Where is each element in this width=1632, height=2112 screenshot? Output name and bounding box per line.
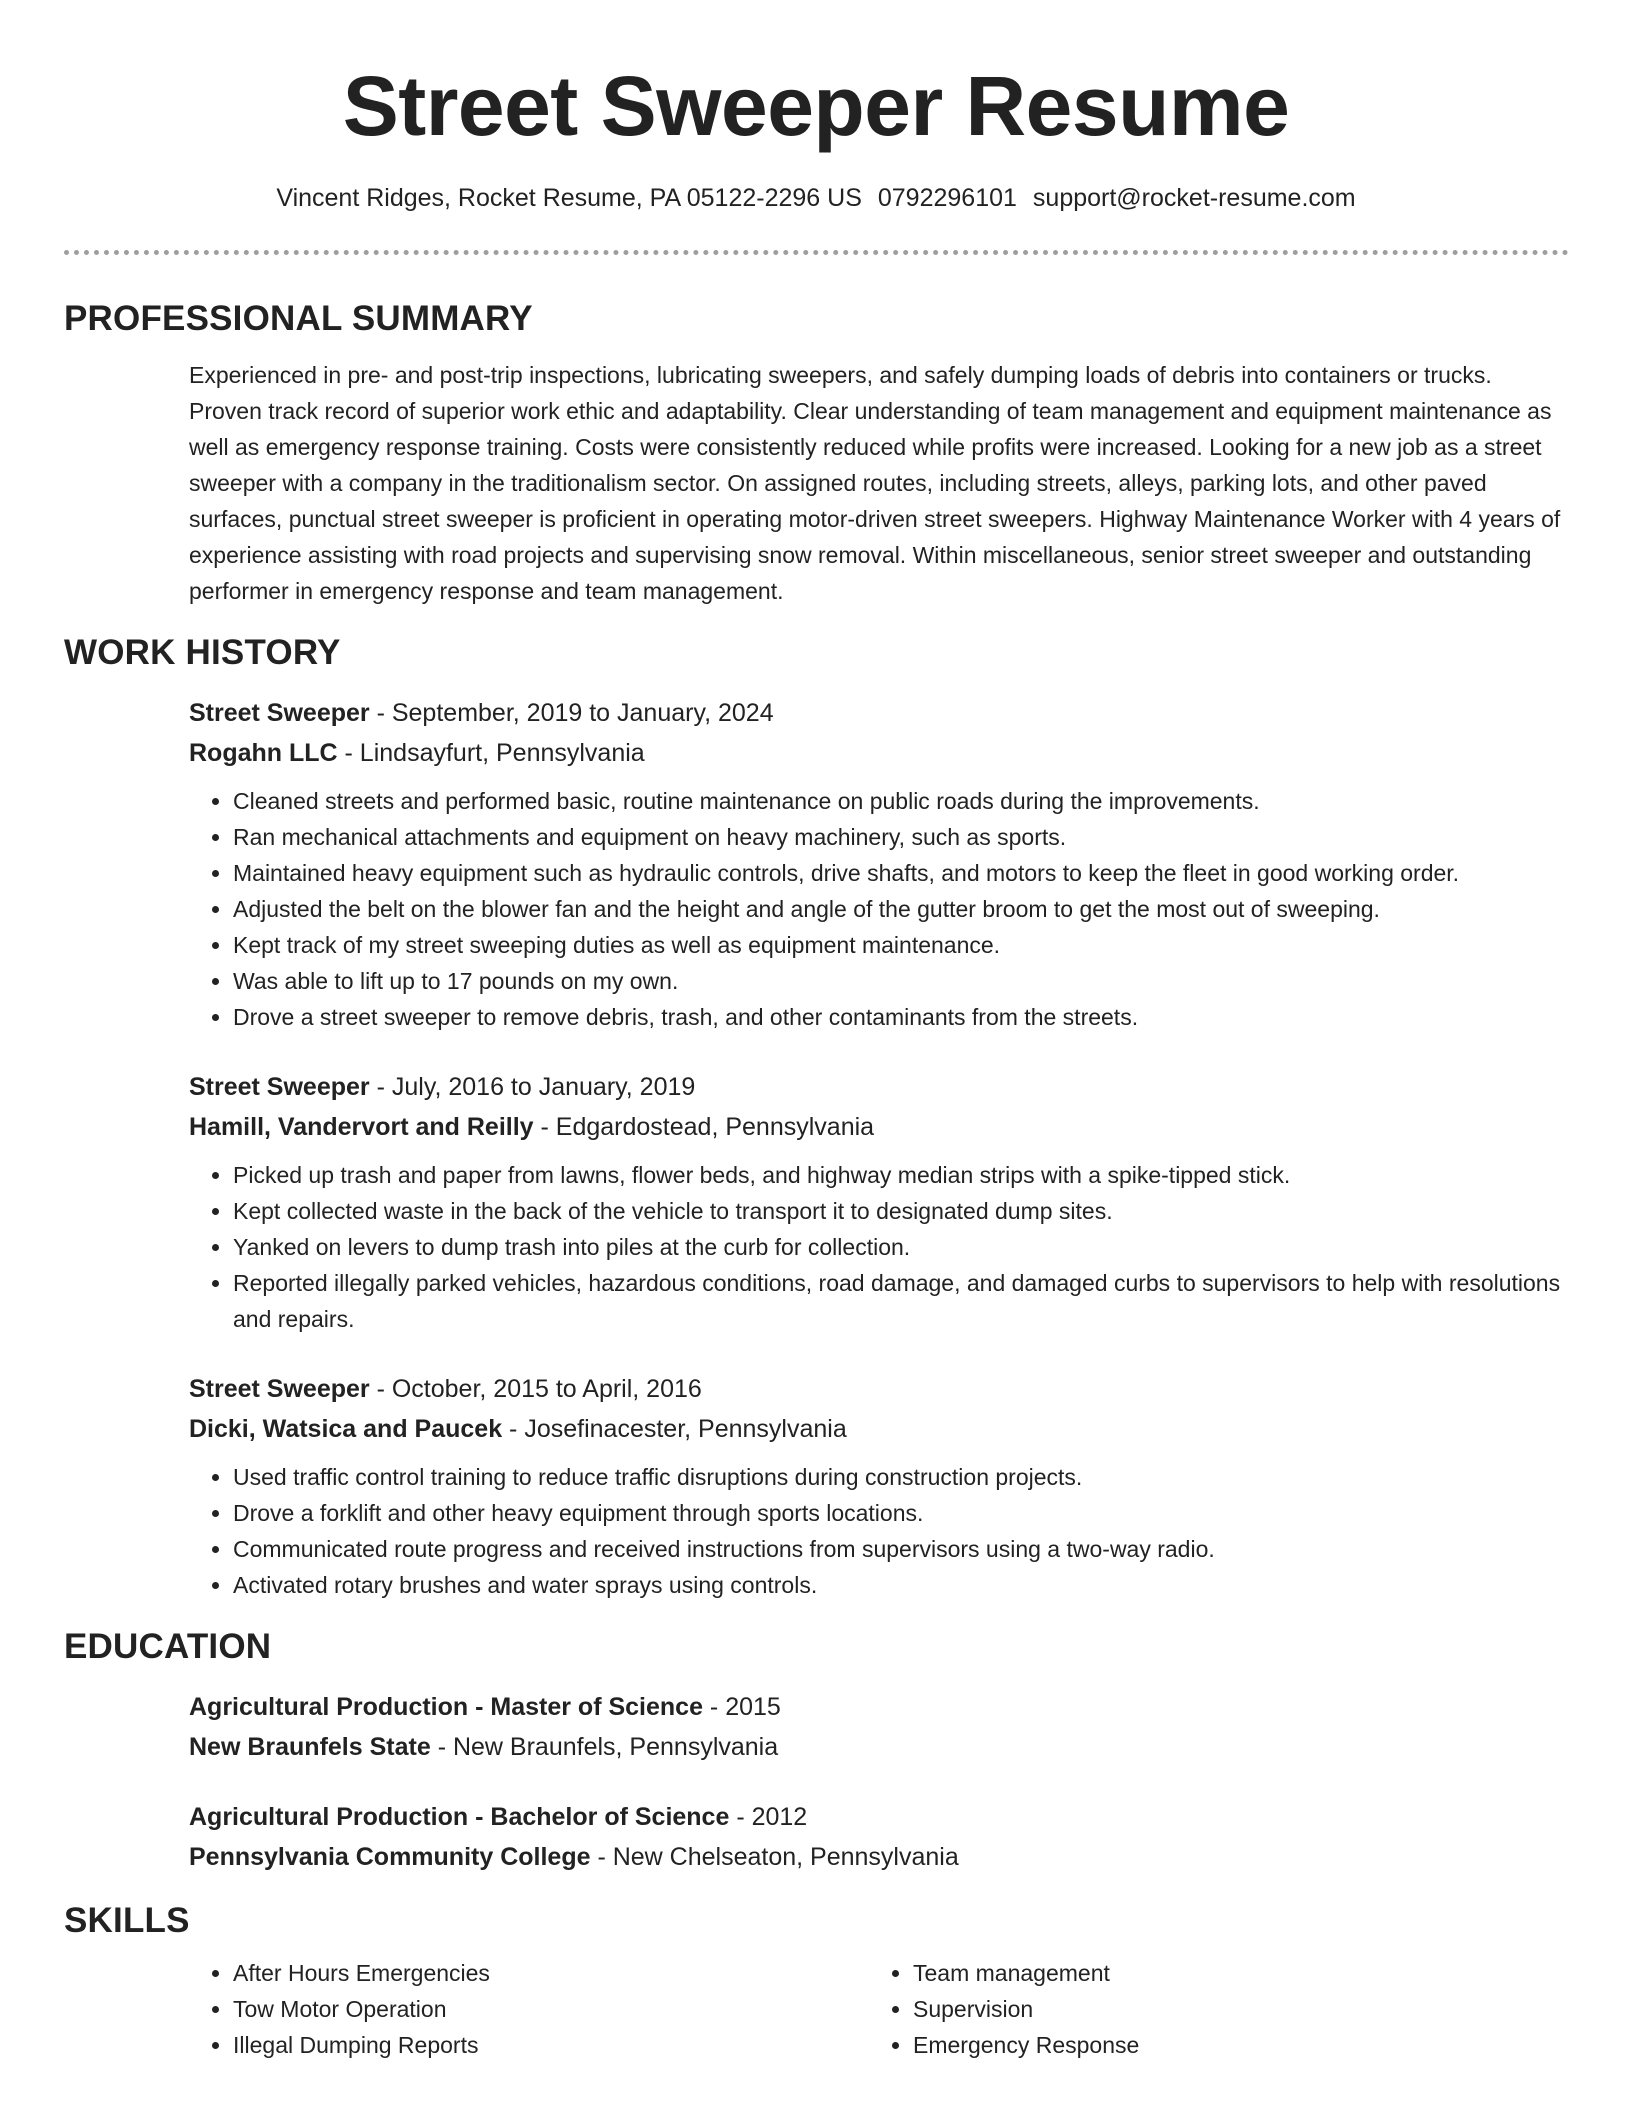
job-company-line: [189, 733, 1569, 773]
list-item: • Tow Motor Operation: [233, 1991, 869, 2027]
skills-section: [0, 1897, 1632, 2063]
job-entry: [189, 1067, 1569, 1337]
skills-columns: [189, 1955, 1569, 2063]
list-item: • Cleaned streets and performed basic, routine maintenance on public roads during the improvements.: [233, 783, 1569, 819]
education-entry: [189, 1797, 1569, 1877]
list-item: • After Hours Emergencies: [233, 1955, 869, 1991]
job-dates: - October, 2015 to April, 2016: [369, 1375, 702, 1403]
school-line: [189, 1837, 1569, 1877]
list-item: • Adjusted the belt on the blower fan and the height and angle of the gutter broom to get the most out of sweeping.: [233, 891, 1569, 927]
job-duties: [189, 1459, 1569, 1603]
list-item: • Maintained heavy equipment such as hydraulic controls, drive shafts, and motors to keep the fleet in good working order.: [233, 855, 1569, 891]
job-entry: [189, 693, 1569, 1035]
school-location: - New Chelseaton, Pennsylvania: [590, 1843, 959, 1871]
summary-heading: PROFESSIONAL SUMMARY: [64, 299, 533, 338]
list-item: • Was able to lift up to 17 pounds on my own.: [233, 963, 1569, 999]
job-location: - Lindsayfurt, Pennsylvania: [337, 739, 645, 767]
job-location: - Edgardostead, Pennsylvania: [533, 1113, 875, 1141]
job-entry: [189, 1369, 1569, 1603]
education-section: [0, 1623, 1632, 1877]
degree-line: [189, 1687, 1569, 1727]
job-title: Street Sweeper: [189, 699, 370, 727]
education-entry: [189, 1687, 1569, 1767]
summary-text: Experienced in pre- and post-trip inspections, lubricating sweepers, and safely dumping loads of debris into containers or trucks. Proven track record of superior work ethic and adaptability. Clear understanding of team management and equipment maintenance as well as emergency response training. Costs were consistently reduced while profits were increased. Looking for a new job as a street sweeper with a company in the traditionalism sector. On assigned routes, including streets, alleys, parking lots, and other paved surfaces, punctual street sweeper is proficient in operating motor-driven street sweepers. Highway Maintenance Worker with 4 years of experience assisting with road projects and supervising snow removal. Within miscellaneous, senior street sweeper and outstanding performer in emergency response and team management.: [189, 362, 1561, 604]
list-item: • Emergency Response: [913, 2027, 1549, 2063]
list-item: • Illegal Dumping Reports: [233, 2027, 869, 2063]
skills-right-column: [869, 1955, 1549, 2063]
list-item: • Ran mechanical attachments and equipment on heavy machinery, such as sports.: [233, 819, 1569, 855]
resume-content: [0, 295, 1632, 2063]
school-line: [189, 1727, 1569, 1767]
list-item: • Communicated route progress and received instructions from supervisors using a two-way radio.: [233, 1531, 1569, 1567]
contact-line: [0, 182, 1632, 214]
degree-line: [189, 1797, 1569, 1837]
contact-phone: 0792296101: [877, 184, 1017, 212]
list-item: • Supervision: [913, 1991, 1549, 2027]
list-item: • Used traffic control training to reduce traffic disruptions during construction projects.: [233, 1459, 1569, 1495]
list-item: • Team management: [913, 1955, 1549, 1991]
list-item: • Activated rotary brushes and water sprays using controls.: [233, 1567, 1569, 1603]
work-heading: WORK HISTORY: [64, 633, 341, 672]
contact-email: support@rocket-resume.com: [1032, 184, 1356, 212]
job-title-line: [189, 693, 1569, 733]
list-item: • Reported illegally parked vehicles, hazardous conditions, road damage, and damaged curbs to supervisors to help with resolutions and repairs.: [233, 1265, 1569, 1337]
school-name: Pennsylvania Community College: [189, 1843, 591, 1871]
job-company: Rogahn LLC: [189, 739, 338, 767]
job-company-line: [189, 1107, 1569, 1147]
contact-address: Vincent Ridges, Rocket Resume, PA 05122-2296 US: [276, 184, 862, 212]
skills-left-column: [189, 1955, 869, 2063]
school-location: - New Braunfels, Pennsylvania: [430, 1733, 779, 1761]
work-section: [0, 629, 1632, 1603]
school-name: New Braunfels State: [189, 1733, 431, 1761]
job-company-line: [189, 1409, 1569, 1449]
list-item: • Picked up trash and paper from lawns, flower beds, and highway median strips with a spike-tipped stick.: [233, 1157, 1569, 1193]
list-item: • Yanked on levers to dump trash into piles at the curb for collection.: [233, 1229, 1569, 1265]
job-duties: [189, 1157, 1569, 1337]
education-heading: EDUCATION: [64, 1627, 272, 1666]
job-company: Hamill, Vandervort and Reilly: [189, 1113, 534, 1141]
job-title: Street Sweeper: [189, 1375, 370, 1403]
job-location: - Josefinacester, Pennsylvania: [502, 1415, 847, 1443]
degree-name: Agricultural Production - Master of Science: [189, 1693, 703, 1721]
header-divider: [64, 250, 1569, 255]
job-duties: [189, 783, 1569, 1035]
job-title-line: [189, 1369, 1569, 1409]
job-title: Street Sweeper: [189, 1073, 370, 1101]
summary-section: [0, 295, 1632, 609]
job-dates: - July, 2016 to January, 2019: [369, 1073, 696, 1101]
resume-title: Street Sweeper Resume: [342, 59, 1290, 153]
list-item: • Drove a forklift and other heavy equipment through sports locations.: [233, 1495, 1569, 1531]
list-item: • Kept collected waste in the back of the vehicle to transport it to designated dump sites.: [233, 1193, 1569, 1229]
job-company: Dicki, Watsica and Paucek: [189, 1415, 503, 1443]
job-dates: - September, 2019 to January, 2024: [369, 699, 774, 727]
job-title-line: [189, 1067, 1569, 1107]
skills-heading: SKILLS: [64, 1901, 190, 1940]
degree-name: Agricultural Production - Bachelor of Science: [189, 1803, 730, 1831]
degree-year: - 2015: [702, 1693, 781, 1721]
list-item: • Drove a street sweeper to remove debris, trash, and other contaminants from the streets.: [233, 999, 1569, 1035]
list-item: • Kept track of my street sweeping duties as well as equipment maintenance.: [233, 927, 1569, 963]
degree-year: - 2012: [729, 1803, 808, 1831]
